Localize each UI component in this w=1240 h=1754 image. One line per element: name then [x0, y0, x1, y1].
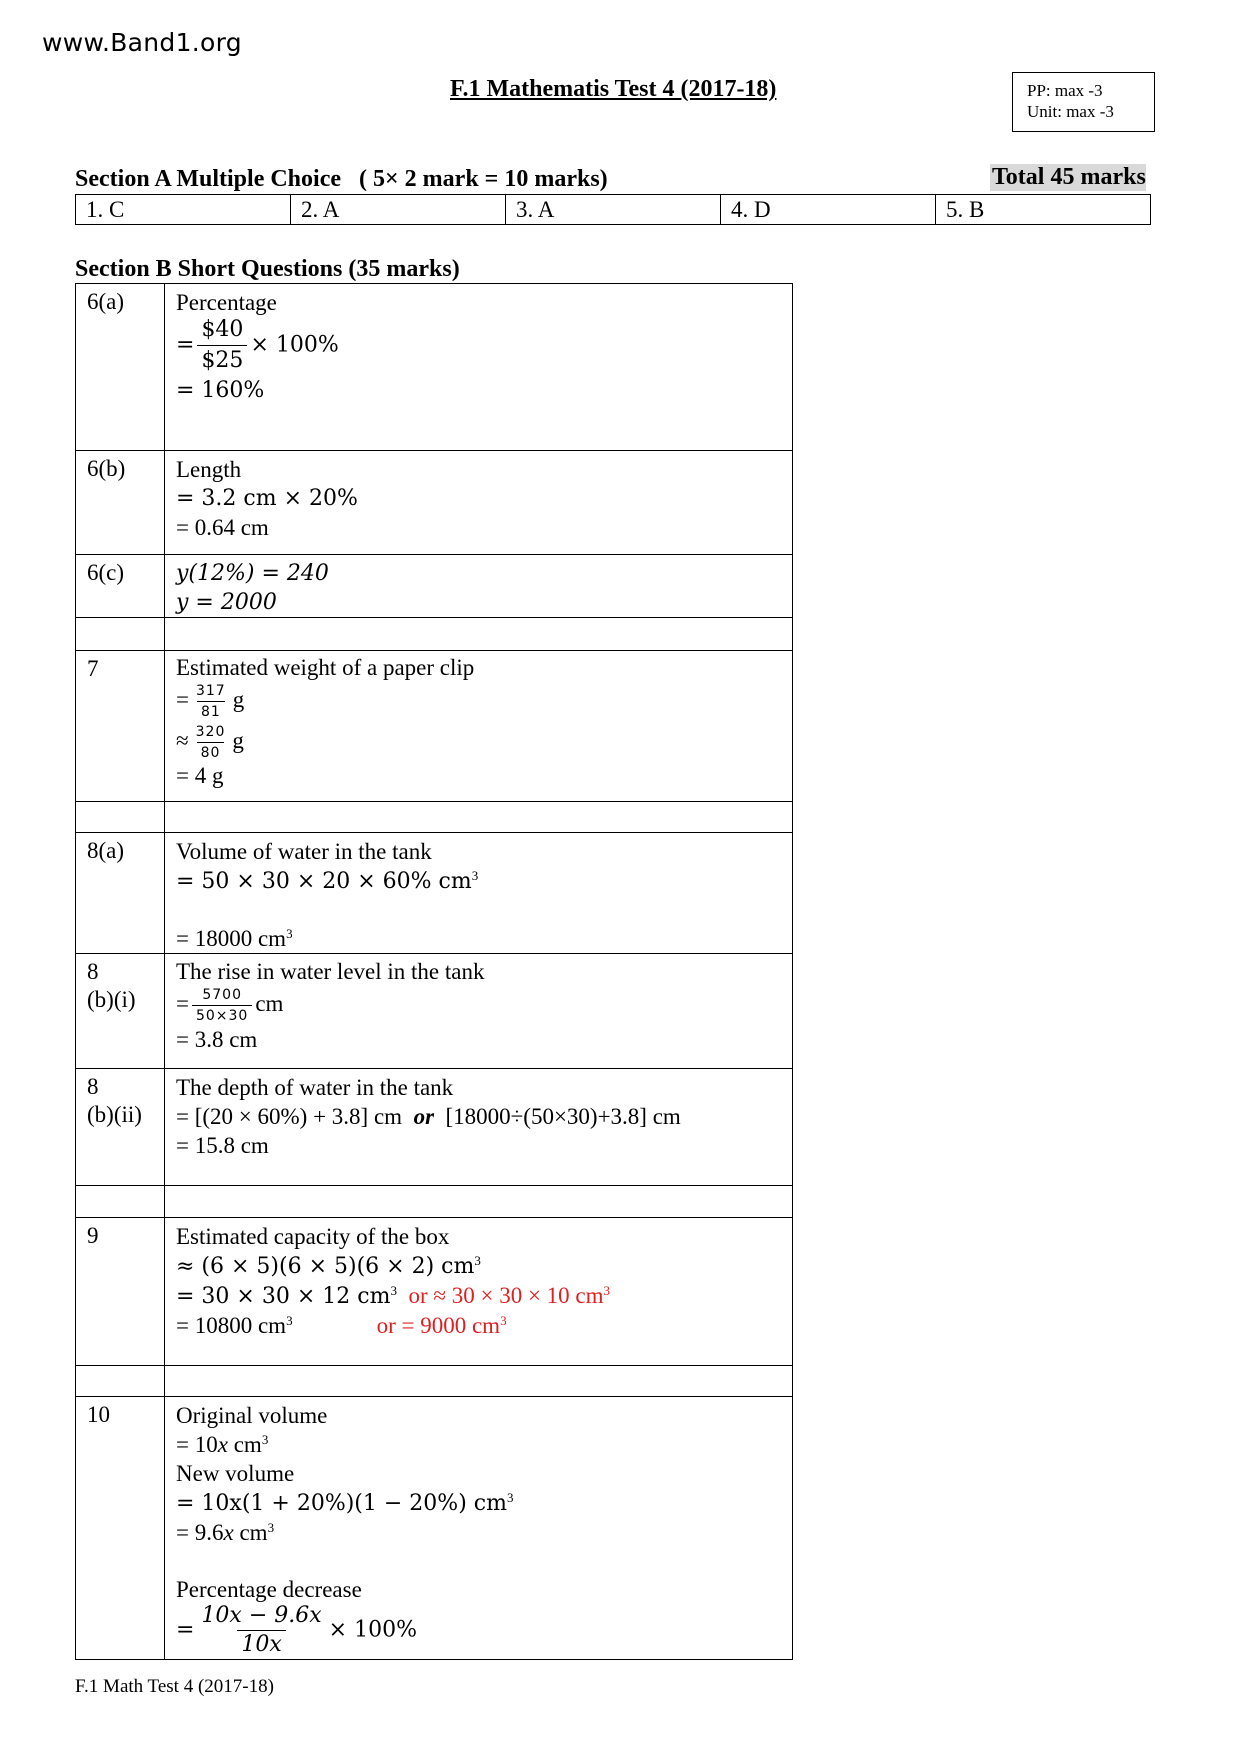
q7-answer: [165, 651, 793, 802]
q7-unit-2: g: [232, 727, 244, 753]
q7-fraction-1: [192, 681, 230, 722]
q10-line1: Original volume: [176, 1403, 328, 1428]
q7-unit-1: g: [232, 686, 245, 712]
pp-note: PP: max -3: [1027, 81, 1103, 100]
q10-fraction: [197, 1602, 325, 1659]
q9-line2-text: ≈ (6 × 5)(6 × 5)(6 × 2) cm: [176, 1254, 475, 1279]
q8bii-or: or: [413, 1104, 435, 1129]
q9-exp-1: 3: [474, 1253, 481, 1268]
q6a-row: [76, 284, 793, 451]
site-url: www.Band1.org: [42, 28, 242, 57]
mc-answer-3: 3. A: [506, 195, 721, 225]
q8a-line3-text: = 18000 cm: [176, 926, 287, 951]
q10-line5x: x: [223, 1520, 234, 1545]
mc-answer-table: [75, 194, 1151, 225]
q10-exp-2: 3: [506, 1490, 514, 1505]
q8a-exp-2: 3: [286, 926, 293, 941]
q8bii-line3: = 15.8 cm: [176, 1133, 269, 1158]
q10-line5a: = 9.6: [176, 1520, 224, 1545]
q8a-row: [76, 833, 793, 954]
unit-note: Unit: max -3: [1027, 102, 1114, 121]
q7-numerator-1: 317: [195, 683, 226, 699]
q9-exp-4: 3: [286, 1313, 293, 1328]
q9-label: 9: [76, 1218, 165, 1366]
q9-line4-text: = 10800 cm: [176, 1313, 287, 1338]
q10-line6: Percentage decrease: [176, 1577, 362, 1602]
spacer-row: [76, 618, 793, 651]
q10-numerator: 10x − 9.6x: [201, 1603, 322, 1628]
q6a-answer: [165, 284, 793, 451]
section-a-title: Section A Multiple Choice: [75, 166, 341, 192]
q10-line2a: = 10: [176, 1432, 218, 1457]
q6b-line2: = 3.2 cm × 20%: [176, 486, 358, 511]
q8bi-unit: cm: [255, 990, 284, 1016]
q10-row: [76, 1397, 793, 1660]
q7-line4: = 4 g: [176, 763, 224, 788]
page-footer: F.1 Math Test 4 (2017-18): [75, 1676, 274, 1697]
q9-exp-2: 3: [390, 1283, 397, 1298]
q8bi-line1: The rise in water level in the tank: [176, 959, 485, 984]
q6a-line3: = 160%: [176, 378, 265, 403]
q10-exp-1: 3: [261, 1432, 269, 1447]
q10-exp-3: 3: [267, 1520, 275, 1535]
q7-line1: Estimated weight of a paper clip: [176, 655, 475, 680]
q7-denominator-2: 80: [197, 742, 225, 763]
q6a-line1: Percentage: [176, 290, 277, 315]
q8bi-numerator: 5700: [202, 987, 242, 1003]
q8bii-answer: [165, 1069, 793, 1186]
q8bi-label: [76, 954, 165, 1069]
q8bii-label-1: 8: [87, 1074, 99, 1099]
spacer-row: [76, 1366, 793, 1397]
q6a-line2: = $\frac{\$40}{\$25}$ × 100%: [176, 315, 792, 376]
mc-answer-2: 2. A: [291, 195, 506, 225]
q10-line5: [176, 1518, 792, 1547]
q6c-line1: y(12%) = 240: [176, 561, 329, 586]
section-a-marks: ( 5× 2 mark = 10 marks): [359, 166, 608, 192]
spacer-row: [76, 1186, 793, 1218]
q6a-fraction: [197, 315, 247, 376]
q6a-numerator: $40: [201, 317, 244, 342]
section-b-title: Section B Short Questions (35 marks): [75, 256, 460, 282]
q8a-label: 8(a): [76, 833, 165, 954]
q9-line1: Estimated capacity of the box: [176, 1224, 450, 1249]
mc-answer-1: 1. C: [76, 195, 291, 225]
q8bii-line2a: = [(20 × 60%) + 3.8] cm: [176, 1104, 403, 1129]
q10-line2: [176, 1430, 792, 1459]
q8bi-label-1: 8: [87, 959, 99, 984]
q6b-answer: [165, 451, 793, 555]
q10-label: 10: [76, 1397, 165, 1660]
q8bi-denominator: 50×30: [192, 1005, 252, 1026]
q6c-line2: y = 2000: [176, 590, 277, 615]
q10-line2b: cm: [227, 1432, 262, 1457]
q6a-denominator: $25: [197, 345, 247, 376]
q8a-line2: [176, 866, 792, 896]
test-title: F.1 Mathematis Test 4 (2017-18): [450, 76, 777, 102]
q10-denominator: 10x: [237, 1630, 285, 1659]
q7-row: [76, 651, 793, 802]
q8a-line1: Volume of water in the tank: [176, 839, 432, 864]
q8bi-label-2: (b)(i): [87, 987, 136, 1012]
q7-denominator-1: 81: [197, 701, 225, 722]
q6a-label: 6(a): [76, 284, 165, 451]
q10-line5b: cm: [233, 1520, 268, 1545]
q10-answer: [165, 1397, 793, 1660]
spacer-row: [76, 802, 793, 833]
q9-alt-calc: or ≈ 30 × 30 × 10 cm: [408, 1283, 604, 1308]
q6b-line3: = 0.64 cm: [176, 515, 269, 540]
q9-answer: [165, 1218, 793, 1366]
q9-line3-text: = 30 × 30 × 12 cm: [176, 1284, 391, 1309]
q9-line4: [176, 1311, 792, 1340]
q8bii-label-2: (b)(ii): [87, 1102, 142, 1127]
q10-line7: = $\frac{10x - 9.6x}{10x}$ × 100%: [176, 1603, 417, 1657]
q6c-label: 6(c): [76, 555, 165, 618]
q8a-answer: [165, 833, 793, 954]
q9-exp-5: 3: [500, 1313, 507, 1328]
q10-line4-text: = 10x(1 + 20%)(1 − 20%) cm: [176, 1491, 507, 1516]
total-marks: Total 45 marks: [992, 164, 1146, 190]
q7-label: 7: [76, 651, 165, 802]
q10-line4: [176, 1488, 792, 1518]
section-a-heading: [75, 166, 608, 193]
q10-line3: New volume: [176, 1461, 295, 1486]
q8bi-fraction: [192, 985, 252, 1026]
q6b-row: [76, 451, 793, 555]
q6b-label: 6(b): [76, 451, 165, 555]
q7-line3: ≈ $\frac{320}{80}$ g: [176, 724, 244, 761]
q6b-line1: Length: [176, 457, 242, 482]
mc-answer-5: 5. B: [936, 195, 1151, 225]
q7-fraction-2: [192, 722, 230, 763]
q9-line2: [176, 1251, 792, 1281]
q10-times: × 100%: [328, 1617, 417, 1643]
penalty-box: [1012, 72, 1155, 132]
q8bii-line1: The depth of water in the tank: [176, 1075, 454, 1100]
q10-line2x: x: [217, 1432, 228, 1457]
q8a-exp-1: 3: [471, 868, 479, 883]
q8bii-line2b: [18000÷(50×30)+3.8] cm: [445, 1104, 681, 1129]
q8bii-line2: [176, 1102, 792, 1131]
q7-numerator-2: 320: [195, 724, 226, 740]
q7-line2: = $\frac{317}{81}$ g: [176, 683, 245, 720]
q8bi-answer: [165, 954, 793, 1069]
q9-alt-answer: or = 9000 cm: [376, 1313, 501, 1338]
q9-line3: [176, 1281, 792, 1311]
q8bii-row: [76, 1069, 793, 1186]
q9-row: [76, 1218, 793, 1366]
mc-answer-4: 4. D: [721, 195, 936, 225]
q8bi-row: [76, 954, 793, 1069]
q8a-line2-text: = 50 × 30 × 20 × 60% cm: [176, 869, 472, 894]
q8a-line3: [176, 924, 792, 953]
short-questions-table: [75, 283, 793, 1660]
q8bi-line3: = 3.8 cm: [176, 1027, 258, 1052]
q8bii-label: [76, 1069, 165, 1186]
q6c-row: [76, 555, 793, 618]
q6a-times: × 100%: [250, 332, 339, 358]
q8bi-line2: = $\frac{5700}{50\times 30}$ cm: [176, 987, 284, 1024]
q9-exp-3: 3: [603, 1283, 611, 1298]
q6c-answer: [165, 555, 793, 618]
